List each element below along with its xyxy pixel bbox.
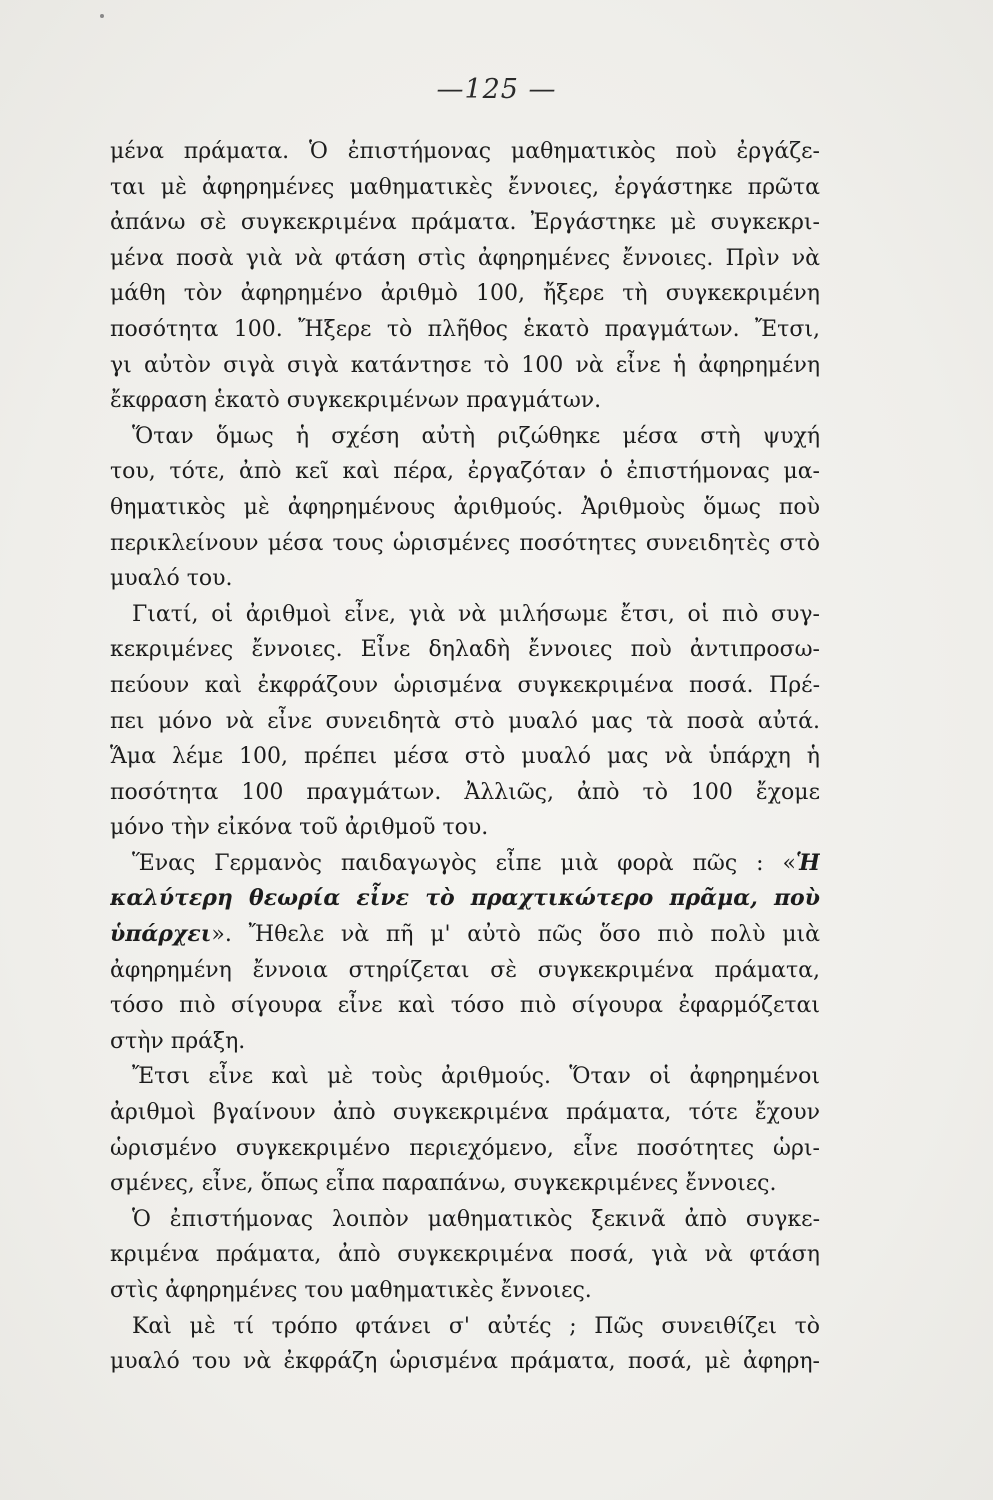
text-line: γι αὐτὸν σιγὰ σιγὰ κατάντησε τὸ 100 νὰ εἶνε ἡ ἀφηρημένη bbox=[110, 352, 820, 378]
quote-text: ὑπάρχει bbox=[110, 921, 212, 948]
text-line: ἀριθμοὶ βγαίνουν ἀπὸ συγκεκριμένα πράματα, τότε ἔχουν bbox=[110, 1100, 820, 1126]
text-line: στὶς ἀφηρημένες του μαθηματικὲς ἔννοιες. bbox=[110, 1278, 592, 1303]
speck bbox=[100, 14, 104, 18]
text-line: πει μόνο νὰ εἶνε συνειδητὰ στὸ μυαλό μας τὰ ποσὰ αὐτά. bbox=[110, 708, 820, 734]
text-line: μένα ποσὰ γιὰ νὰ φτάση στὶς ἀφηρημένες ἔννοιες. Πρὶν νὰ bbox=[110, 245, 820, 271]
text-line: ται μὲ ἀφηρημένες μαθηματικὲς ἔννοιες, ἐργάστηκε πρῶτα bbox=[110, 174, 820, 200]
text-line: τόσο πιὸ σίγουρα εἶνε καὶ τόσο πιὸ σίγουρα ἐφαρμόζεται bbox=[110, 993, 820, 1019]
text-line: μόνο τὴν εἰκόνα τοῦ ἀριθμοῦ του. bbox=[110, 815, 489, 841]
text-segment: ». Ἤθελε νὰ πῆ μ' αὐτὸ πῶς ὅσο πιὸ πολὺ μιὰ bbox=[211, 922, 820, 948]
text-line: Ὁ ἐπιστήμονας λοιπὸν μαθηματικὸς ξεκινᾶ ἀπὸ συγκε- bbox=[132, 1206, 820, 1232]
text-line: μάθη τὸν ἀφηρημένο ἀριθμὸ 100, ἤξερε τὴ συγκεκριμένη bbox=[110, 281, 820, 307]
text-line: σμένες, εἶνε, ὅπως εἶπα παραπάνω, συγκεκριμένες ἔννοιες. bbox=[110, 1171, 777, 1197]
text-segment: Ἕνας Γερμανὸς παιδαγωγὸς εἶπε μιὰ φορὰ πῶς : « bbox=[132, 850, 796, 876]
text-line: Ἔτσι εἶνε καὶ μὲ τοὺς ἀριθμούς. Ὅταν οἱ ἀφηρημένοι bbox=[132, 1064, 820, 1090]
text-line: ποσότητα 100. Ἤξερε τὸ πλῆθος ἑκατὸ πραγμάτων. Ἔτσι, bbox=[110, 316, 820, 342]
text-line: στὴν πράξη. bbox=[110, 1028, 246, 1054]
text-line: ἔκφραση ἑκατὸ συγκεκριμένων πραγμάτων. bbox=[110, 388, 602, 414]
text-line: Ἅμα λέμε 100, πρέπει μέσα στὸ μυαλό μας νὰ ὑπάρχη ἡ bbox=[110, 744, 820, 770]
text-line: ὡρισμένο συγκεκριμένο περιεχόμενο, εἶνε ποσότητες ὡρι- bbox=[110, 1135, 820, 1161]
text-line: Καὶ μὲ τί τρόπο φτάνει σ' αὐτές ; Πῶς συνειθίζει τὸ bbox=[132, 1313, 820, 1339]
page-number: —125 — bbox=[436, 74, 557, 105]
text-line: περικλείνουν μέσα τους ὡρισμένες ποσότητες συνειδητὲς στὸ bbox=[110, 530, 820, 556]
text-line: ἀφηρημένη ἔννοια στηρίζεται σὲ συγκεκριμένα πράματα, bbox=[110, 957, 820, 983]
text-line: Ὅταν ὅμως ἡ σχέση αὐτὴ ριζώθηκε μέσα στὴ ψυχή bbox=[132, 423, 820, 449]
text-line-quote bbox=[110, 881, 820, 917]
text-line: Γιατί, οἱ ἀριθμοὶ εἶνε, γιὰ νὰ μιλήσωμε ἔτσι, οἱ πιὸ συγ- bbox=[132, 601, 820, 627]
text-line: ποσότητα 100 πραγμάτων. Ἀλλιῶς, ἀπὸ τὸ 100 ἔχομε bbox=[110, 779, 820, 805]
text-line: κριμένα πράματα, ἀπὸ συγκεκριμένα ποσά, γιὰ νὰ φτάση bbox=[110, 1242, 820, 1268]
text-line: πεύουν καὶ ἐκφράζουν ὡρισμένα συγκεκριμένα ποσά. Πρέ- bbox=[110, 672, 820, 698]
text-line-quote-start bbox=[110, 846, 820, 882]
quote-text: Ἡ bbox=[795, 849, 820, 876]
text-line: θηματικὸς μὲ ἀφηρημένους ἀριθμούς. Ἀριθμοὺς ὅμως ποὺ bbox=[110, 494, 820, 520]
text-line: μυαλό του νὰ ἐκφράζη ὡρισμένα πράματα, ποσά, μὲ ἀφηρη- bbox=[110, 1349, 820, 1375]
text-line: ἀπάνω σὲ συγκεκριμένα πράματα. Ἐργάστηκε μὲ συγκεκρι- bbox=[110, 210, 820, 236]
quote-text: καλύτερη θεωρία εἶνε τὸ πραχτικώτερο πρᾶμα, ποὺ bbox=[110, 885, 820, 912]
text-line: μυαλό του. bbox=[110, 566, 233, 592]
text-line-quote-end bbox=[110, 917, 820, 953]
text-line: του, τότε, ἀπὸ κεῖ καὶ πέρα, ἐργαζόταν ὁ ἐπιστήμονας μα- bbox=[110, 459, 820, 485]
text-line: κεκριμένες ἔννοιες. Εἶνε δηλαδὴ ἔννοιες ποὺ ἀντιπροσω- bbox=[110, 637, 820, 663]
text-line: μένα πράματα. Ὁ ἐπιστήμονας μαθηματικὸς ποὺ ἐργάζε- bbox=[110, 139, 820, 164]
body-text bbox=[110, 134, 820, 1380]
